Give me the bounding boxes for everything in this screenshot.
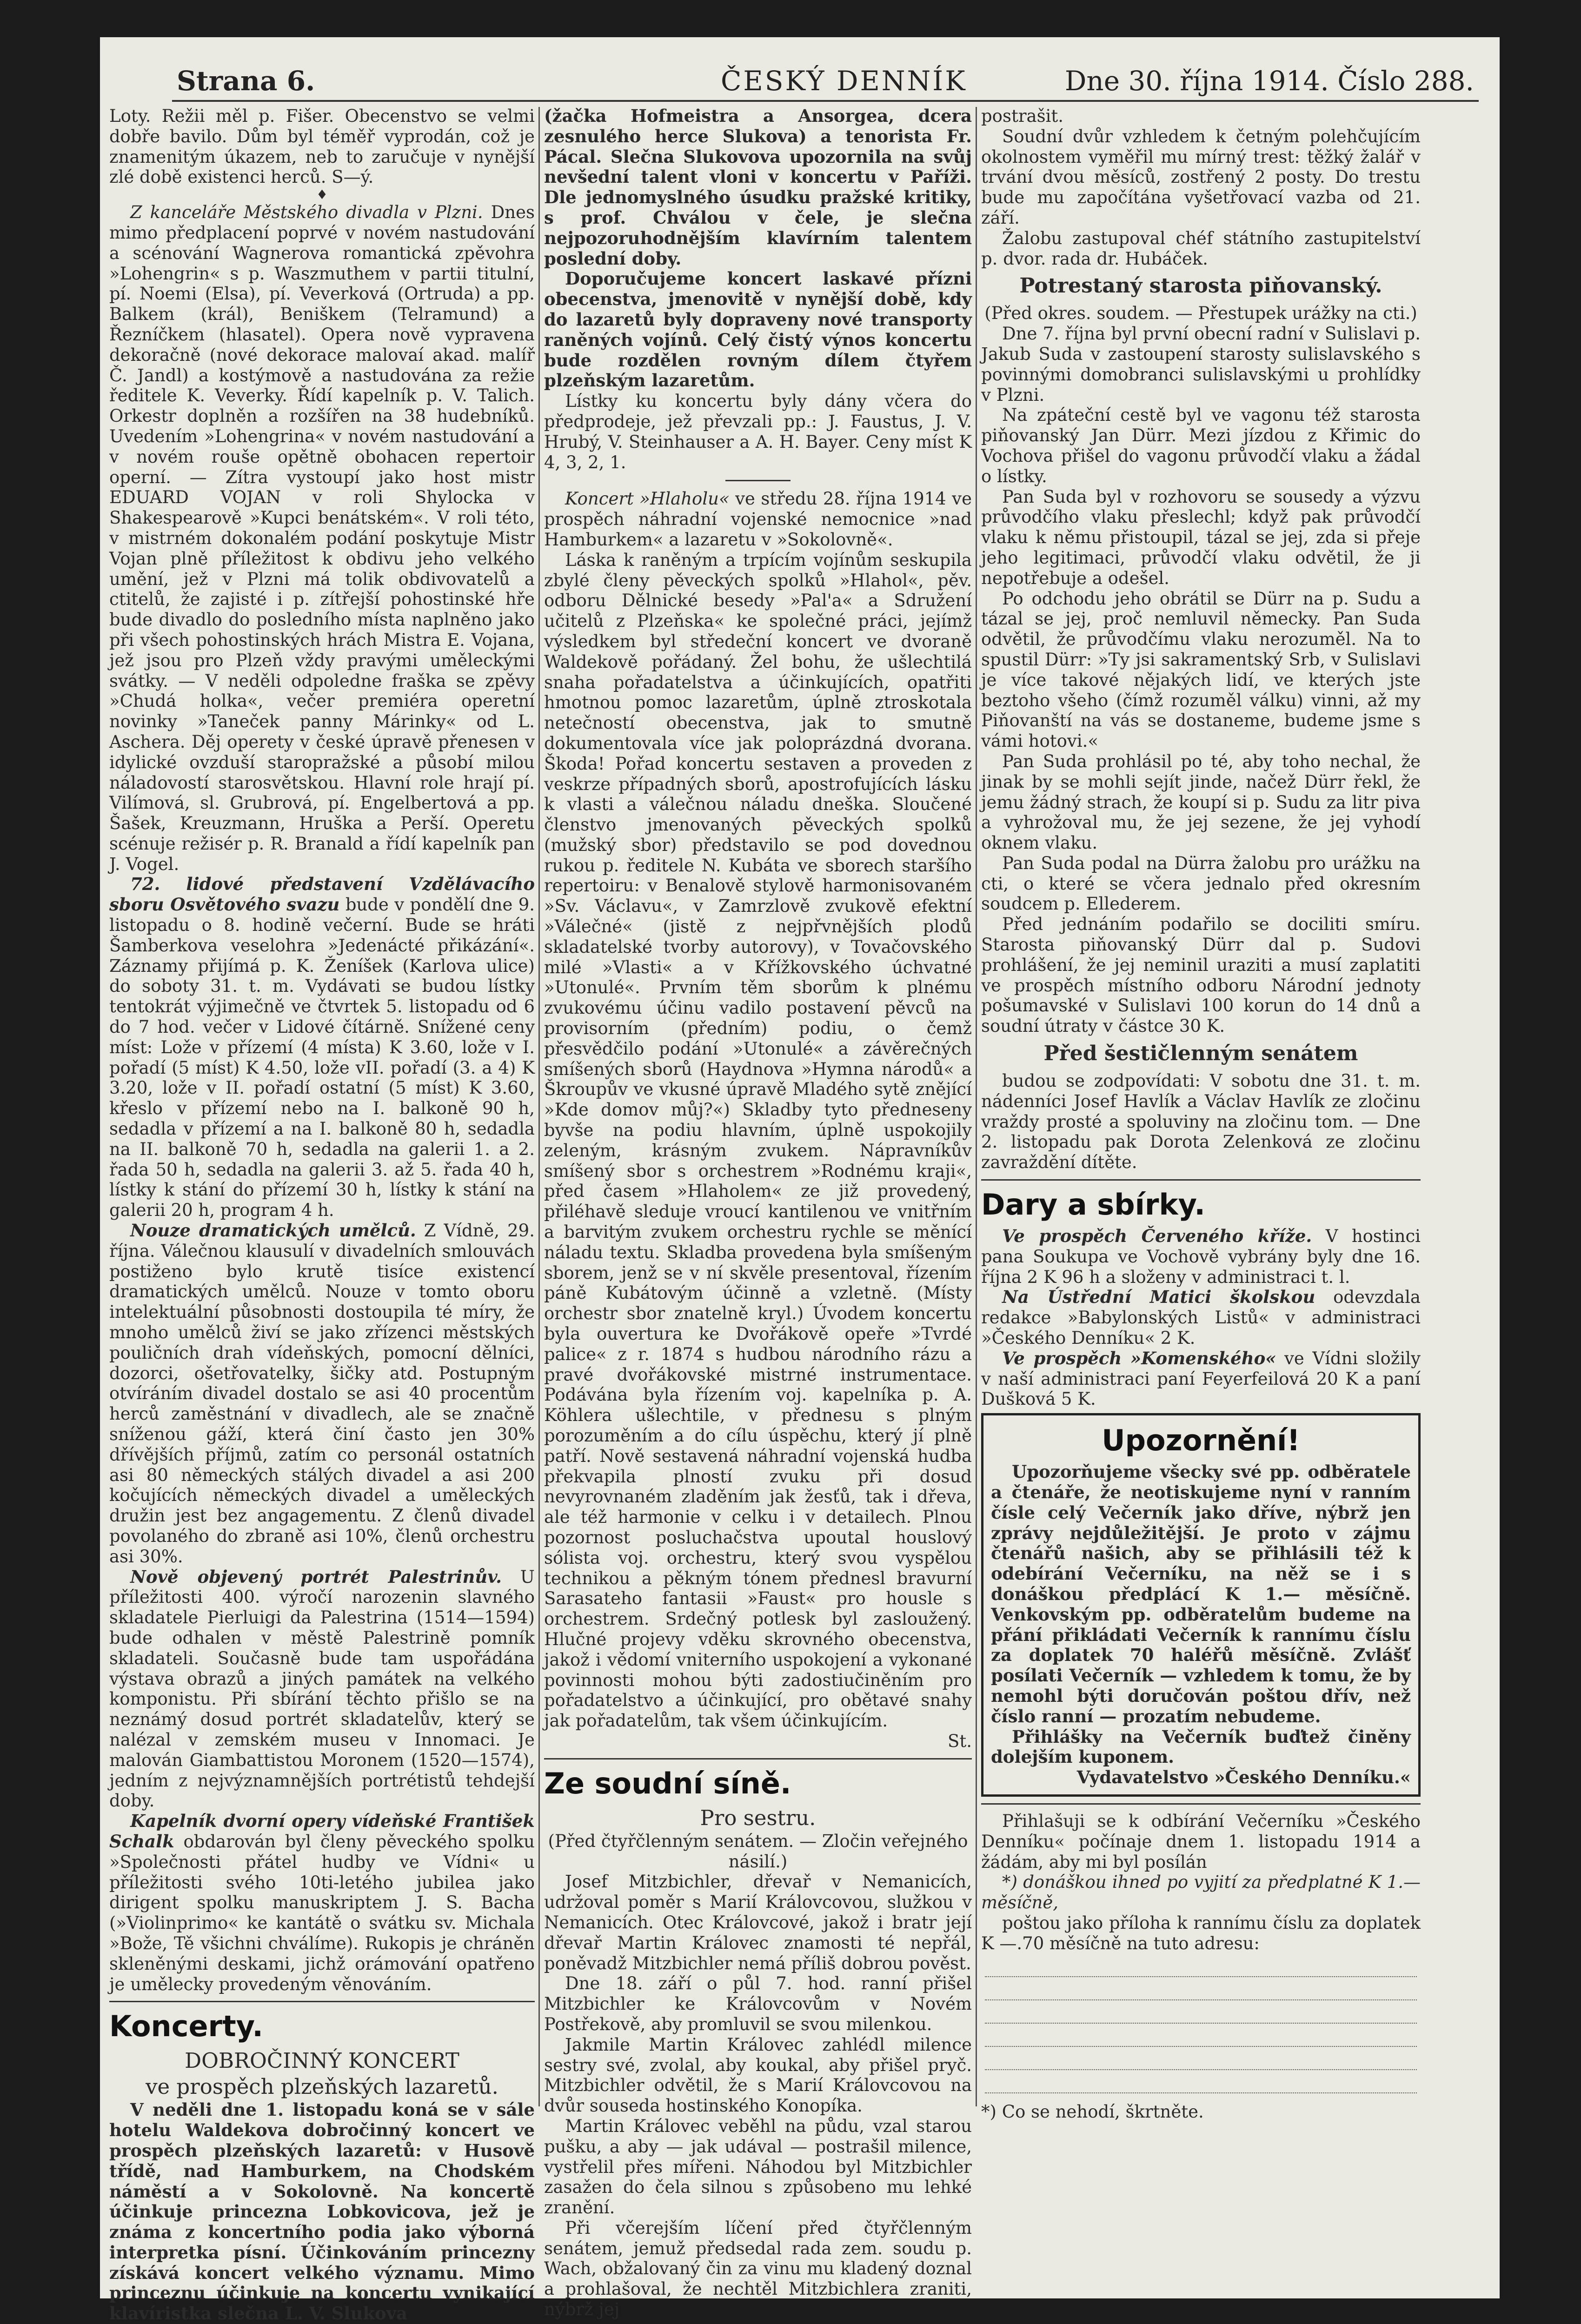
coupon-note: *) Co se nehodí, škrtněte.	[981, 2101, 1204, 2122]
article-signature: St.	[948, 1731, 972, 1751]
address-line[interactable]	[985, 2000, 1417, 2024]
notice-paragraph: Upozorňujeme všecky své pp. odběratele a čtenáře, že neotiskujeme nyní v ranním čísle celý Večerník jako dříve, nýbrž jen zprávy nejdůležitější. Je proto v zájmu čtenářů našich, aby se přihlásili též k odebírání Večerníku, na něž se i s donáškou předplácí K 1.— měsíčně. Venkovským pp. odběratelům budeme na přání přikládati Večerník k rannímu číslu za doplatek 70 haléřů měsíčně. Zvlášť posílati Večerník — vzhledem k tomu, že by nemohl býti doručován poštou dřív, než číslo ranní — prozatím nebudeme.	[991, 1461, 1411, 1726]
article-paragraph: Lístky ku koncertu byly dány včera do předprodeje, jež převzali pp.: J. Faustus, J. V. Hrubý, V. Steinhauser a A. H. Bayer. Ceny míst K 4, 3, 2, 1.	[544, 391, 972, 472]
separator-rule	[725, 480, 790, 481]
article-paragraph: Kapelník dvorní opery vídeňské František Schalk obdarován byl členy pěveckého spolku »Společnosti přátel hudby ve Vídni« u příležitosti svého 10ti-letého jubilea jako dirigent spolku manuskriptem J. S. Bacha (»Violinprimo« ke kantátě o svátku sv. Michala »Bože, Tě všichni chválíme). Rukopis je chráněn skleněnými deskami, jichž orámování opatřeno je umělecky provedeným věnováním.	[109, 1811, 535, 1994]
article-title: Potrestaný starosta piňovanský.	[1019, 274, 1382, 298]
article-paragraph: Žalobu zastupoval chéf státního zastupitelství p. dvor. rada dr. Hubáček.	[981, 228, 1421, 269]
article-paragraph: V neděli dne 1. listopadu koná se v sále hotelu Waldekova dobročinný koncert ve prospěch plzeňských lazaretů: v Husově třídě, nad Hamburkem, na Chodském náměstí a v Sokolovně. Na koncertě účinkuje princezna Lobkovicova, jež je známa z koncertního podia jako výborná interpretka písní. Účinkováním princezny získává koncert velkého významu. Mimo princeznu účinkuje na koncertu vynikající klavíristka slečna L. V. Slukova	[109, 2099, 535, 2324]
article-paragraph: Nově objevený portrét Palestrinův. U příležitosti 400. výročí narozenin slavného skladatele Pierluigi da Palestrina (1514—1594) bude odhalen v městě Palestrině pomník skladateli. Současně bude tam uspořádána výstava obrazů a jiných památek na velkého komponistu. Při sbírání těchto přišlo se na neznámý dosud portrét skladatelův, který se nalézal v zemském museu v Innomaci. Je malován Giambattistou Moronem (1520—1574), jedním z nejvýznamnějších portrétistů tehdejší doby.	[109, 1566, 535, 1811]
page-number: Strana 6.	[177, 65, 315, 97]
article-paragraph: (žačka Hofmeistra a Ansorgea, dcera zesnulého herce Slukova) a tenorista Fr. Pácal. Slečna Slukovova upozornila na svůj nevšední talent vloni v koncertu v Paříži. Dle jednomyslného úsudku pražské kritiky, s prof. Chválou v čele, je slečna nejpozoruhodnějším klavírním talentem poslední doby.	[544, 106, 972, 269]
section-rule	[109, 2001, 535, 2002]
address-line[interactable]	[985, 1954, 1417, 1977]
article-paragraph: 72. lidové představení Vzdělávacího sboru Osvětového svazu bude v pondělí dne 9. listopadu o 8. hodině večerní. Bude se hráti Šamberkova veselohra »Jedenácté přikázání«. Záznamy přijímá p. K. Ženíšek (Karlova ulice) do soboty 31. t. m. Vydávati se budou lístky tentokrát výjimečně ve čtvrtek 5. listopadu od 6 do 7 hod. večer v Lidové čítárně. Snížené ceny míst: Lože v přízemí (4 místa) K 3.60, lože v I. pořadí (5 míst) K 4.50, lože vII. pořadí (3. a 4) K 3.20, lože v II. pořadí ostatní (5 míst) K 3.60, křeslo v přízemí nebo na I. balkoně 90 h, sedadla v přízemí a na I. balkoně 80 h, sedadla na II. balkoně 70 h, sedadla na galerii 1. a 2. řada 50 h, sedadla na galerii 3. až 5. řada 40 h, lístky k stání do přízemí 30 h, lístky k stání na galerii 20 h, program 4 h.	[109, 874, 535, 1221]
newspaper-page	[100, 37, 1500, 2324]
address-line[interactable]	[985, 2047, 1417, 2070]
article-paragraph: Soudní dvůr vzhledem k četným polehčujícím okolnostem vyměřil mu mírný trest: těžký žalář v trvání dvou měsíců, zostřený 2 posty. Do trestu bude mu započítána vyšetřovací vazba od 21. září.	[981, 126, 1421, 228]
article-paragraph: Pan Suda byl v rozhovoru se sousedy a výzvu průvodčího vlaku přeslechl; když pak průvodčí vlaku k němu přistoupil, tázal se jej, zda si přeje jeho legitimaci, průvodčí vlaku odvětil, že ji nepotřebuje a odešel.	[981, 486, 1421, 588]
coupon-rule	[981, 1803, 1421, 1805]
section-heading: Koncerty.	[109, 2009, 263, 2044]
subscription-coupon[interactable]	[981, 1811, 1421, 2122]
separator-icon: ♦	[316, 187, 328, 203]
article-paragraph: Martin Královec veběhl na půdu, vzal starou pušku, a aby — jak udával — postrašil milence, vystřelil přes mířeni. Náhodou byl Mitzbichler zasažen do čela silnou s způsobeno mu lehké zranění.	[544, 2116, 972, 2218]
address-line[interactable]	[985, 1977, 1417, 2000]
header-rule	[172, 100, 1479, 102]
article-paragraph: Z kanceláře Městského divadla v Plzni. Dnes mimo předplacení poprvé v novém nastudování a scénování Wagnerova romantická zpěvohra »Lohengrin« s p. Waszmuthem v partii titulní, pí. Noemi (Elsa), pí. Veverková (Ortruda) a pp. Balkem (král), Beniškem (Telramund) a Řezníčkem (hlasatel). Opera nově vypravena dekoračně (nové dekorace malovaí akad. malíř Č. Jandl) a kostýmově a nastudována za režie ředitele K. Veverky. Řídí kapelník p. V. Talich. Orkestr doplněn a rozšířen na 38 hudebníků. Uvedením »Lohengrina« v novém nastudování a v novém rouše opětně obohacen repertoir operní. — Zítra vystoupí jako host mistr EDUARD VOJAN v roli Shylocka v Shakespearově »Kupci benátském«. V roli této, v mistrném dokonalém podání poskytuje Mistr Vojan plně příležitost k obdivu jeho velkého umění, jež v Plzni má tolik obdivovatelů a ctitelů, že zajisté i p. zítřejší pohostinské hře bude divadlo do posledního místa naplněno jako při všech pohostinských hrách Mistra E. Vojana, jež jsou pro Plzeň vždy pravými uměleckými svátky. — V neděli odpoledne fraška se zpěvy »Chudá holka«, večer premiéra operetní novinky »Taneček panny Márinky« od L. Aschera. Děj operety v české úpravě přenesen v idylické ovzduší staropražské a působí milou náladovostí starosvětskou. Hlavní role hrají pí. Vilímová, sl. Grubrová, pí. Engelbertová a pp. Šašek, Kreuzmann, Hruška a Perší. Operetu scénuje režisér p. R. Branald a řídí kapelník pan J. Vogel.	[109, 202, 535, 874]
article-paragraph: Jakmile Martin Královec zahlédl milence sestry své, zvolal, aby koukal, aby přišel pryč. Mitzbichler odvětil, že s Marií Královcovou na dvůr souseda hostinského Konopíka.	[544, 2034, 972, 2116]
article-paragraph: Na zpáteční cestě byl ve vagonu též starosta piňovanský Jan Dürr. Mezi jízdou z Křimic do Vochova přišel do vagonu průvodčí vlaku a žádal o lístky.	[981, 405, 1421, 486]
section-heading: Ze soudní síně.	[544, 1766, 791, 1800]
column-divider	[538, 107, 540, 2106]
article-paragraph: Při včerejším líčení před čtyřčlenným senátem, jemuž předsedal rada zem. soudu p. Wach, obžalovaný čin za vinu mu kladený doznal a prohlašoval, že nechtěl Mitzbichlera zraniti, nýbrž jej	[544, 2218, 972, 2320]
notice-box	[981, 1413, 1421, 1797]
article-paragraph: Koncert »Hlaholu« ve středu 28. října 1914 ve prospěch náhradní vojenské nemocnice »nad Hamburkem« a lazaretu v »Sokolovně«.	[544, 489, 972, 550]
column-2	[544, 106, 972, 2320]
section-rule	[981, 1179, 1421, 1181]
column-1	[109, 106, 535, 2324]
article-subtitle: ve prospěch plzeňských lazaretů.	[146, 2074, 498, 2099]
address-line[interactable]	[985, 2070, 1417, 2093]
article-paragraph: Před jednáním podařilo se dociliti smíru. Starosta piňovanský Dürr dal p. Sudovi prohlášení, že jej neminil uraziti a musí zaplatiti ve prospěch místního odboru Národní jednoty pošumavské v Sulislavi 100 korun do 14 dnů a soudní útraty v částce 30 K.	[981, 914, 1421, 1036]
article-paragraph: postrašit.	[981, 106, 1064, 126]
article-paragraph: Dne 7. října byl první obecní radní v Sulislavi p. Jakub Suda v zastoupení starosty sulislavského s povinnými domobranci sulislavskými u prohlídky v Plzni.	[981, 324, 1421, 405]
article-title: Před šestičlenným senátem	[1043, 1042, 1358, 1066]
article-subtitle: (Před okres. soudem. — Přestupek urážky na cti.)	[984, 303, 1417, 324]
article-paragraph: Dne 18. září o půl 7. hod. ranní přišel Mitzbichler ke Královcovům v Novém Postřekově, aby promluvil se svou milenkou.	[544, 1973, 972, 2034]
article-paragraph: Po odchodu jeho obrátil se Dürr na p. Sudu a tázal se jej, proč nemluvil německy. Pan Suda odvětil, že průvodčímu vlaku nerozuměl. Na to spustil Dürr: »Ty jsi sakramentský Srb, v Sulislavi je více takové nějakých lidí, ve kterých jste beztoho všeho (čímž rozuměl válku) vinni, až my Piňovanští na vás se dostaneme, budeme jsme s vámi hotovi.«	[981, 588, 1421, 751]
article-title: Pro sestru.	[700, 1805, 816, 1830]
article-paragraph: Loty. Režii měl p. Fišer. Obecenstvo se velmi dobře bavilo. Dům byl téměř vyprodán, což je znamenitým úkazem, neb to zaručuje v nynější zlé době existenci herců. S—ý.	[109, 106, 535, 187]
article-paragraph: Ve prospěch »Komenského« ve Vídni složily v naší administraci paní Feyerfeilová 20 K a paní Dušková 5 K.	[981, 1348, 1421, 1409]
address-line[interactable]	[985, 2024, 1417, 2047]
page-header	[172, 65, 1479, 102]
coupon-text: Přihlašuji se k odbírání Večerníku »Českého Denníku« počínaje dnem 1. listopadu 1914 a žádám, aby mi byl posílán	[981, 1811, 1421, 1872]
article-subtitle: (Před čtyřčlenným senátem. — Zločin veřejného násilí.)	[548, 1831, 968, 1872]
article-paragraph: Nouze dramatických umělců. Z Vídně, 29. října. Válečnou klausulí v divadelních smlouvách postiženo bylo krutě tisíce existencí dramatických umělců. Nouze v tomto oboru intelektuální působnosti dostoupila té míry, že mnoho umělců živí se jako zřízenci městských pouličních drah vídeňských, pomocní dělníci, dozorci, ošetřovatelky, šičky atd. Postupným otvíráním divadel dostalo se asi 40 procentům herců zaměstnání v divadlech, ale se značně sníženou gáží, která činí často jen 30% dřívějších příjmů, zatím co personál ostatních asi 80 německých stálých divadel a asi 200 kočujících německých divadel a uměleckých družin jest bez angagementu. Z členů divadel povolaného do zbraně asi 10%, členů orchestru asi 30%.	[109, 1220, 535, 1567]
column-divider	[976, 107, 977, 2106]
issue-date: Dne 30. října 1914. Číslo 288.	[1064, 65, 1474, 97]
article-paragraph: budou se zodpovídati: V sobotu dne 31. t. m. nádenníci Josef Havlík a Václav Havlík ze zločinu vraždy prosté a spoluviny na zločinu tom. — Dne 2. listopadu pak Dorota Zelenková ze zločinu zavraždění dítěte.	[981, 1071, 1421, 1173]
masthead-title: ČESKÝ DENNÍK	[721, 65, 967, 97]
notice-paragraph: Přihlášky na Večerník buďtež činěny dolejším kuponem.	[991, 1726, 1411, 1767]
article-title: DOBROČINNÝ KONCERT	[185, 2048, 459, 2073]
coupon-option[interactable]: *) donáškou ihned po vyjití za předplatné K 1.— měsíčně,	[981, 1872, 1421, 1913]
article-paragraph: Josef Mitzbichler, dřevař v Nemanicích, udržoval poměr s Marií Královcovou, služkou v Nemanicích. Otec Královcové, jakož i bratr její dřevař Martin Královec znamosti té nepřál, poněvadž Mitzbichler nemá příliš dobrou pověst.	[544, 1872, 972, 1973]
article-paragraph: Pan Suda podal na Dürra žalobu pro urážku na cti, o které se včera jednalo před okresním soudcem p. Ellederem.	[981, 853, 1421, 914]
coupon-option[interactable]: poštou jako příloha k rannímu číslu za doplatek K —.70 měsíčně na tuto adresu:	[981, 1912, 1421, 1953]
section-rule	[544, 1758, 972, 1760]
notice-signature: Vydavatelstvo »Českého Denníku.«	[1076, 1767, 1411, 1788]
article-paragraph: Ve prospěch Červeného kříže. V hostinci pana Soukupa ve Vochově vybrány byly dne 16. října 2 K 96 h a složeny v administraci t. l.	[981, 1226, 1421, 1287]
article-paragraph: Doporučujeme koncert laskavé přízni obecenstva, jmenovitě v nynější době, kdy do lazaretů byly dopraveny nové transporty raněných vojínů. Celý čistý výnos koncertu bude rozdělen rovným dílem čtyřem plzeňským lazaretům.	[544, 268, 972, 391]
section-heading: Dary a sbírky.	[981, 1188, 1205, 1222]
article-paragraph: Láska k raněným a trpícím vojínům seskupila zbylé členy pěveckých spolků »Hlahol«, pěv. odboru Dělnické besedy »Pal'a« a Sdružení učitelů z Plzeňska« ke společné práci, jejímž výsledkem byl středeční koncert ve dvoraně Waldekově pořádaný. Žel bohu, že ušlechtilá snaha pořadatelstva a účinkujících, opatřiti hmotnou pomoc lazaretům, úplně ztroskotala netečností obecenstva, jak to smutně dokumentovala více jak poloprázdná dvorana. Škoda! Pořad koncertu sestaven a proveden z veskrze případných sborů, apostrofujících lásku k vlasti a válečnou náladu dneška. Sloučené členstvo jmenovaných pěveckých spolků (mužský sbor) představilo se pod dovednou rukou p. ředitele N. Kubáta ve sborech staršího repertoiru: v Benalově stylově harmonisovaném »Sv. Václavu«, v Zamrzlově zvukově efektní »Válečné« (jistě z nejpřvnějších plodů skladatelské tvorby autorovy), v Tovačovského milé »Vlasti« a v Křížkovského úchvatné »Utonulé«. Prvním těm sborům k plnému zvukovému účinu vadilo postavení pěvců na provisorním (předním) podiu, o čemž přesvědčilo podání »Utonulé« a závěrečných smíšených sborů (Haydnova »Hymna národů« a Škroupův ve vkusné úpravě Mladého sytě znějící »Kde domov můj?«) Skladby tyto předneseny byvše na podiu hlavním, úplně uspokojily zeleným, krásným zvukem. Nápravníkův smíšený sbor s orchestrem »Rodnému kraji«, před časem »Hlaholem« ze již provedený, přiléhavě sleduje vroucí kantilenou ve vnitřním a barvitým zvukem orchestru rychle se měnící náladu textu. Skladba provedena byla smíšeným sborem, jenž se v ní skvěle presentoval, řízením páně Kubátovým účinně a vzletně. (Místy orchestr sbor znatelně kryl.) Úvodem koncertu byla ouvertura ke Dvořákově opeře »Tvrdé palice« z r. 1874 s hudbou národního rázu a pravé dvořákovské mistrné instrumentace. Podávána byla řízením voj. kapelníka p. A. Köhlera ušlechtile, v přednesu s plným porozuměním a do cílu úspěchu, který jí plně patří. Nově sestavená náhradní vojenská hudba překvapila plností zvuku při dosud nevyrovnaném zladěním jak žesťů, tak i dřeva, ale též harmonie v celku i v detailech. Plnou pozornost posluchačstva upoutal houslový sólista voj. orchestru, který svou vyspělou technikou a pěkným tónem přednesl bravurní Sarasateho fantasii »Faust« pro housle s orchestrem. Srdečný potlesk byl zasloužený. Hlučné projevy vděku skrovného obecenstva, jakož i vědomí vniterního uspokojení a vykonané povinnosti mohou býti zadostiučiněním pro pořadatelstvo a účinkující, pro obětavé snahy jak pořadatelům, tak všem účinkujícím.	[544, 550, 972, 1731]
notice-heading: Upozornění!	[1102, 1423, 1300, 1458]
article-paragraph: Pan Suda prohlásil po té, aby toho nechal, že jinak by se mohli sejít jinde, načež Dürr řekl, že jemu žádný strach, že koupí si p. Sudu za litr piva a vyhrožoval mu, že jej sezene, že jej vyhodí oknem vlaku.	[981, 751, 1421, 853]
article-paragraph: Na Ústřední Matici školskou odevzdala redakce »Babylonských Listů« v administraci »Českého Denníku« 2 K.	[981, 1287, 1421, 1348]
column-3	[981, 106, 1421, 2268]
